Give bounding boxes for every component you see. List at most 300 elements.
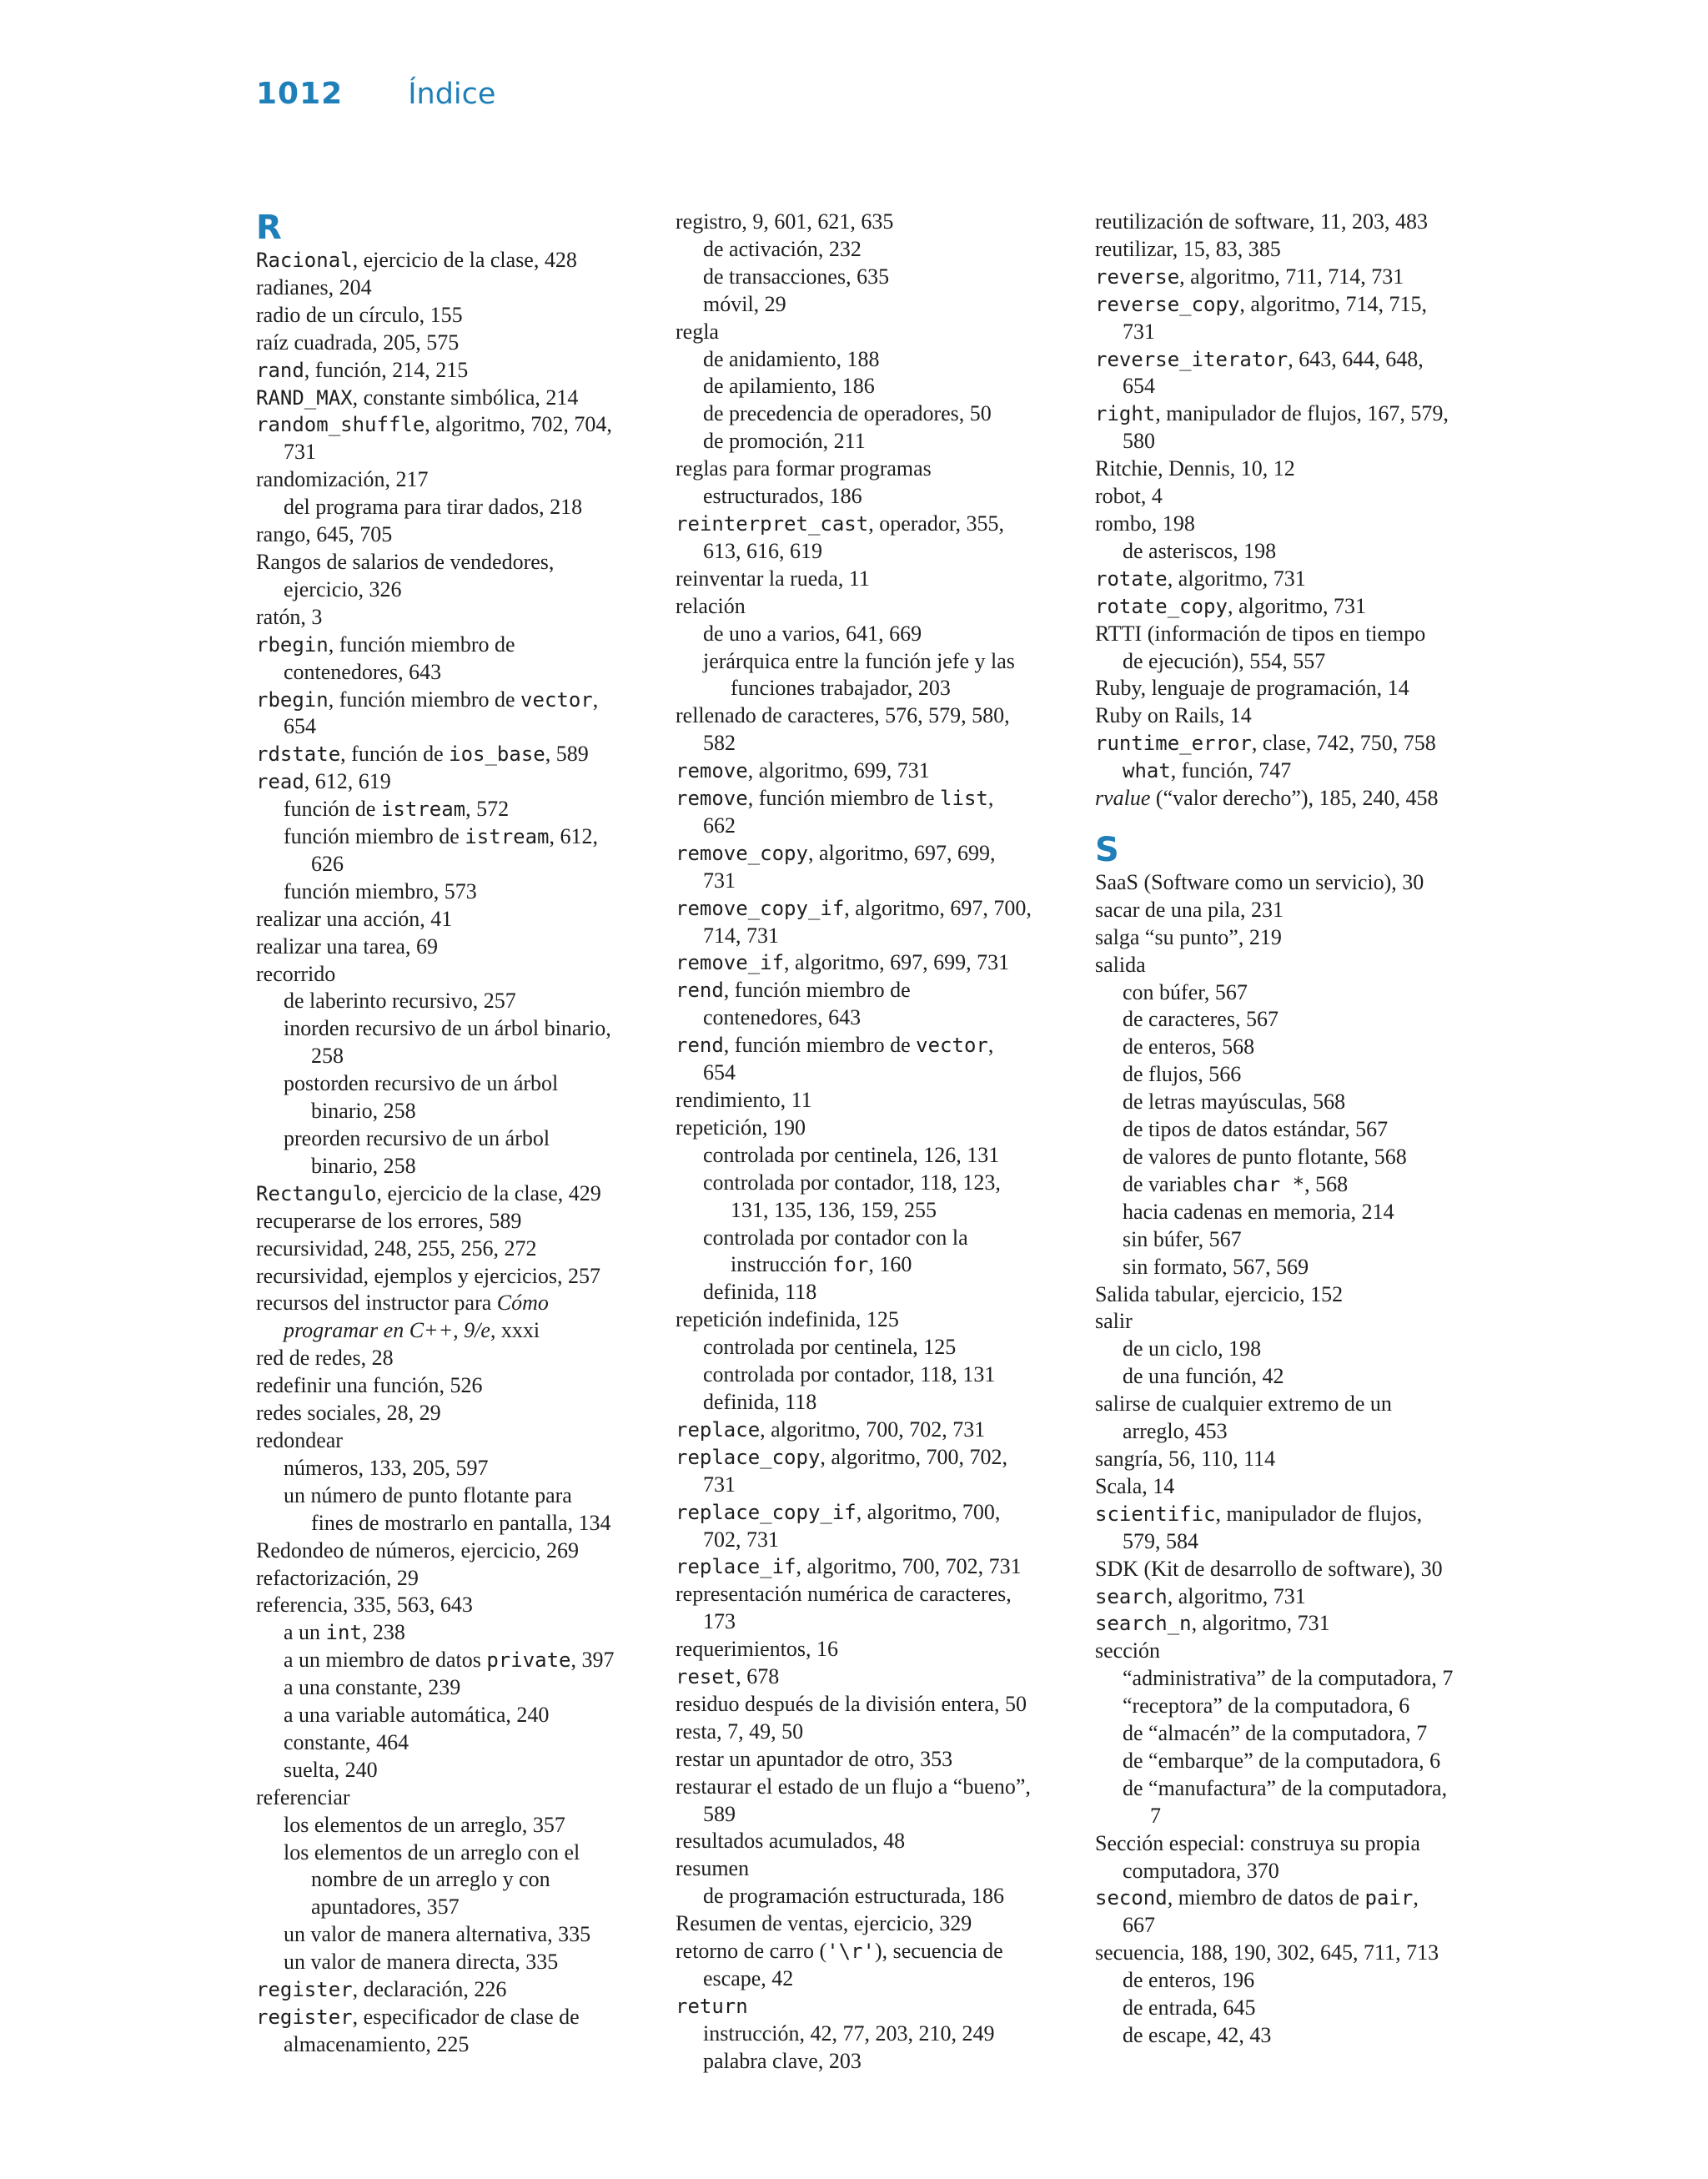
entry-text: de activación, 232 <box>703 236 862 261</box>
entry-text: , 678 <box>736 1664 780 1689</box>
index-entry <box>1095 1940 1504 1967</box>
index-subentry <box>676 291 1084 319</box>
code-term: list <box>940 787 988 811</box>
index-subentry <box>676 1472 1084 1499</box>
entry-text: recursividad, ejemplos y ejercicios, 257 <box>256 1263 600 1288</box>
index-subentry <box>1095 1775 1504 1803</box>
code-term: rotate_copy <box>1095 594 1228 618</box>
entry-text: 731 <box>703 1472 736 1497</box>
index-entry <box>676 1910 1084 1938</box>
entry-text: (“valor derecho”), 185, 240, 458 <box>1150 786 1439 811</box>
index-subentry <box>256 1647 665 1674</box>
entry-text: Salida tabular, ejercicio, 152 <box>1095 1281 1344 1306</box>
index-subentry <box>676 1170 1084 1197</box>
entry-text: , función miembro de <box>723 978 911 1003</box>
entry-text: redes sociales, 28, 29 <box>256 1401 441 1426</box>
index-subentry <box>1095 1967 1504 1995</box>
entry-text: recuperarse de los errores, 589 <box>256 1208 522 1233</box>
index-subentry <box>1095 1995 1504 2022</box>
entry-text: 654 <box>1123 374 1155 399</box>
page-number: 1012 <box>256 77 344 111</box>
entry-text: , operador, 355, <box>868 511 1005 536</box>
index-entry <box>676 1746 1084 1774</box>
index-entry <box>676 1417 1084 1444</box>
code-term: reverse_copy <box>1095 292 1240 316</box>
index-entry <box>1095 593 1504 621</box>
index-subentry <box>1095 319 1504 346</box>
entry-text: , especificador de clase de <box>352 2005 580 2029</box>
entry-text: almacenamiento, 225 <box>284 2031 470 2056</box>
entry-text: suelta, 240 <box>284 1757 378 1782</box>
entry-text: controlada por contador con la <box>703 1225 968 1250</box>
entry-text: de programación estructurada, 186 <box>703 1884 1004 1909</box>
entry-text: apuntadores, 357 <box>311 1895 460 1920</box>
entry-text: de “almacén” de la computadora, 7 <box>1123 1721 1428 1746</box>
index-entry <box>1095 730 1504 757</box>
entry-text: de variables <box>1123 1171 1233 1196</box>
entry-text: , 238 <box>361 1620 405 1645</box>
index-subentry <box>676 1801 1084 1829</box>
index-subentry <box>1095 648 1504 676</box>
entry-text: de valores de punto flotante, 568 <box>1123 1145 1407 1169</box>
code-term: replace_if <box>676 1555 796 1579</box>
entry-text: 654 <box>703 1060 736 1085</box>
index-subentry <box>1095 1034 1504 1061</box>
entry-text: , 589 <box>545 742 589 767</box>
code-term: remove <box>676 787 748 811</box>
index-subentry <box>256 1894 665 1921</box>
entry-text: RTTI (información de tipos en tiempo <box>1095 621 1426 646</box>
entry-text: 626 <box>311 851 344 876</box>
entry-text: constante, 464 <box>284 1729 409 1754</box>
index-entry <box>676 895 1084 923</box>
code-term: runtime_error <box>1095 732 1252 756</box>
index-subentry <box>256 1482 665 1510</box>
entry-text: secuencia, 188, 190, 302, 645, 711, 713 <box>1095 1940 1439 1965</box>
entry-text: recorrido <box>256 961 336 986</box>
code-term: remove_copy <box>676 841 808 865</box>
entry-text: 580 <box>1123 429 1155 454</box>
index-subentry <box>256 851 665 878</box>
index-entry <box>256 961 665 989</box>
entry-text: , declaración, 226 <box>352 1977 507 2002</box>
entry-text: , algoritmo, 731 <box>1167 1583 1306 1608</box>
index-entry <box>1095 1638 1504 1665</box>
entry-text: Resumen de ventas, ejercicio, 329 <box>676 1911 972 1936</box>
index-entry <box>256 274 665 302</box>
index-subentry <box>1095 1858 1504 1885</box>
code-term: search_n <box>1095 1612 1192 1636</box>
index-entry <box>676 1115 1084 1142</box>
entry-text: contenedores, 643 <box>284 659 442 684</box>
index-entry <box>256 1537 665 1565</box>
index-entry <box>676 1691 1084 1719</box>
entry-text: , <box>987 786 994 811</box>
index-entry <box>676 840 1084 868</box>
index-subentry <box>676 483 1084 511</box>
index-entry <box>1095 346 1504 374</box>
index-entry <box>676 1087 1084 1115</box>
entry-text: “administrativa” de la computadora, 7 <box>1123 1666 1454 1691</box>
index-subentry <box>676 264 1084 291</box>
index-entry <box>1095 1308 1504 1336</box>
entry-text: fines de mostrarlo en pantalla, 134 <box>311 1510 611 1535</box>
index-entry <box>256 768 665 796</box>
code-term: rand <box>256 358 304 382</box>
index-entry <box>676 319 1084 346</box>
entry-text: de un ciclo, 198 <box>1123 1336 1262 1361</box>
entry-text: del programa para tirar dados, 218 <box>284 495 583 520</box>
entry-text: 173 <box>703 1609 736 1634</box>
index-entry <box>1095 702 1504 730</box>
entry-text: , algoritmo, 700, 702, 731 <box>796 1554 1022 1579</box>
index-subentry <box>676 400 1084 428</box>
entry-text: raíz cuadrada, 205, 575 <box>256 330 460 355</box>
code-term: int <box>325 1621 362 1645</box>
code-term: '\r' <box>826 1940 875 1964</box>
index-subentry <box>1095 757 1504 785</box>
code-term: ios_base <box>449 742 545 767</box>
entry-text: randomización, 217 <box>256 467 429 492</box>
code-term: replace_copy_if <box>676 1500 857 1524</box>
entry-text: , función miembro de <box>328 687 521 712</box>
page-header <box>256 77 495 123</box>
entry-text: radianes, 204 <box>256 274 372 299</box>
entry-text: reglas para formar programas <box>676 456 932 481</box>
index-entry <box>256 933 665 961</box>
code-term: rotate <box>1095 566 1168 591</box>
entry-text: , función miembro de <box>328 632 515 657</box>
entry-text: , función miembro de <box>747 786 941 811</box>
index-subentry <box>1095 1748 1504 1775</box>
index-entry <box>1095 400 1504 428</box>
entry-text: reutilizar, 15, 83, 385 <box>1095 236 1281 261</box>
entry-text: sin búfer, 567 <box>1123 1226 1242 1251</box>
entry-text: de “manufactura” de la computadora, <box>1123 1775 1448 1800</box>
entry-text: programar en C++, 9/e, <box>284 1318 496 1343</box>
entry-text: , 612, 619 <box>304 769 391 794</box>
entry-text: de ejecución), 554, 557 <box>1123 648 1326 673</box>
index-entry <box>676 977 1084 1004</box>
code-term: register <box>256 1978 353 2002</box>
code-term: rend <box>676 979 724 1003</box>
entry-text: nombre de un arreglo y con <box>311 1867 550 1892</box>
entry-text: repetición indefinida, 125 <box>676 1307 899 1332</box>
entry-text: ratón, 3 <box>256 604 323 629</box>
entry-text: a un miembro de datos <box>284 1648 487 1673</box>
index-subentry <box>256 823 665 851</box>
entry-text: 731 <box>1123 319 1155 344</box>
entry-text: un número de punto flotante para <box>284 1482 572 1507</box>
entry-text: 613, 616, 619 <box>703 538 822 563</box>
index-entry <box>1095 455 1504 483</box>
entry-text: contenedores, 643 <box>703 1005 862 1030</box>
index-subentry <box>1095 538 1504 566</box>
entry-text: instrucción <box>731 1252 833 1277</box>
index-subentry <box>676 1225 1084 1252</box>
code-term: reinterpret_cast <box>676 511 869 536</box>
index-subentry <box>676 1361 1084 1389</box>
entry-text: radio de un círculo, 155 <box>256 302 463 327</box>
index-subentry <box>256 439 665 466</box>
code-term: scientific <box>1095 1502 1216 1526</box>
entry-text: rendimiento, 11 <box>676 1088 812 1112</box>
entry-text: inorden recursivo de un árbol binario, <box>284 1016 611 1041</box>
entry-text: 7 <box>1150 1803 1161 1828</box>
index-entry <box>676 702 1084 730</box>
code-term: replace_copy <box>676 1445 821 1469</box>
index-subentry <box>1095 1226 1504 1254</box>
entry-text: restaurar el estado de un flujo a “bueno”, <box>676 1774 1031 1799</box>
index-entry <box>1095 1473 1504 1501</box>
entry-text: 702, 731 <box>703 1527 779 1552</box>
code-term: reverse <box>1095 264 1180 289</box>
index-subentry <box>676 868 1084 895</box>
entry-text: 662 <box>703 813 736 838</box>
index-entry <box>1095 621 1504 648</box>
index-entry <box>676 1306 1084 1334</box>
index-subentry <box>256 1153 665 1180</box>
entry-text: de promoción, 211 <box>703 429 866 454</box>
index-entry <box>256 330 665 357</box>
entry-text: , ejercicio de la clase, 429 <box>376 1180 601 1205</box>
index-entry <box>676 1553 1084 1581</box>
entry-text: representación numérica de caracteres, <box>676 1582 1012 1607</box>
entry-text: computadora, 370 <box>1123 1858 1279 1883</box>
entry-text: controlada por centinela, 125 <box>703 1335 957 1360</box>
entry-text: binario, 258 <box>311 1153 416 1178</box>
code-term: remove_copy_if <box>676 896 845 920</box>
page-title: Índice <box>408 78 496 111</box>
index-entry <box>256 906 665 933</box>
entry-text: relación <box>676 593 746 618</box>
entry-text: 714, 731 <box>703 923 779 948</box>
code-term: vector <box>520 687 593 712</box>
index-subentry <box>256 494 665 521</box>
index-subentry <box>256 1949 665 1976</box>
entry-text: , algoritmo, 697, 699, 731 <box>784 950 1010 975</box>
index-entry <box>676 1828 1084 1855</box>
entry-text: “receptora” de la computadora, 6 <box>1123 1693 1410 1719</box>
entry-text: red de redes, 28 <box>256 1346 394 1371</box>
index-subentry <box>1095 1720 1504 1748</box>
index-subentry <box>676 538 1084 566</box>
entry-text: postorden recursivo de un árbol <box>284 1071 559 1096</box>
entry-text: Scala, 14 <box>1095 1473 1175 1498</box>
entry-text: , algoritmo, 700, 702, 731 <box>760 1417 986 1442</box>
index-subentry <box>676 1883 1084 1910</box>
index-subentry <box>256 796 665 823</box>
entry-text: 131, 135, 136, 159, 255 <box>731 1197 937 1222</box>
index-subentry <box>1095 1199 1504 1226</box>
entry-text: un valor de manera alternativa, 335 <box>284 1922 591 1947</box>
index-subentry <box>256 1729 665 1757</box>
code-term: for <box>832 1253 869 1277</box>
entry-text: hacia cadenas en memoria, 214 <box>1123 1199 1394 1224</box>
index-subentry <box>676 1389 1084 1417</box>
entry-text: , clase, 742, 750, 758 <box>1251 731 1436 756</box>
entry-text: SaaS (Software como un servicio), 30 <box>1095 869 1424 894</box>
index-subentry <box>1095 1912 1504 1940</box>
entry-text: de caracteres, 567 <box>1123 1007 1278 1032</box>
index-subentry <box>676 1527 1084 1554</box>
index-entry <box>1095 1501 1504 1528</box>
index-entry <box>256 632 665 659</box>
code-term: pair <box>1364 1886 1414 1910</box>
index-subentry <box>1095 1336 1504 1363</box>
entry-text: , algoritmo, 731 <box>1167 566 1306 591</box>
entry-text: redondear <box>256 1427 343 1452</box>
index-subentry <box>256 713 665 741</box>
index-entry <box>256 1290 665 1317</box>
entry-text: de letras mayúsculas, 568 <box>1123 1090 1346 1115</box>
entry-text: repetición, 190 <box>676 1115 806 1140</box>
entry-text: referenciar <box>256 1784 350 1809</box>
index-entry <box>676 1444 1084 1472</box>
entry-text: funciones trabajador, 203 <box>731 676 951 701</box>
entry-text: 731 <box>284 440 316 465</box>
entry-text: Ruby on Rails, 14 <box>1095 703 1252 728</box>
index-entry <box>676 949 1084 977</box>
entry-text: rombo, 198 <box>1095 511 1195 536</box>
entry-text: a una constante, 239 <box>284 1675 461 1700</box>
index-column-1 <box>256 209 665 2059</box>
entry-text: definida, 118 <box>703 1389 817 1414</box>
index-subentry <box>256 1098 665 1125</box>
index-subentry <box>256 1839 665 1867</box>
index-entry <box>1095 236 1504 264</box>
entry-text: sacar de una pila, 231 <box>1095 897 1284 922</box>
code-term: right <box>1095 402 1156 426</box>
entry-text: 258 <box>311 1044 344 1069</box>
index-subentry <box>676 923 1084 950</box>
index-entry <box>676 1719 1084 1746</box>
entry-text: estructurados, 186 <box>703 484 862 509</box>
index-subentry <box>256 2031 665 2059</box>
entry-text: robot, 4 <box>1095 484 1163 509</box>
index-entry <box>1095 291 1504 319</box>
index-subentry <box>676 428 1084 455</box>
index-subentry <box>676 373 1084 400</box>
index-subentry <box>256 1317 665 1345</box>
index-entry <box>1095 264 1504 291</box>
entry-text: Ritchie, Dennis, 10, 12 <box>1095 456 1295 481</box>
index-subentry <box>676 2020 1084 2048</box>
entry-text: , 612, <box>549 824 598 849</box>
index-subentry <box>1095 1254 1504 1281</box>
entry-text: móvil, 29 <box>703 291 786 316</box>
entry-text: de uno a varios, 641, 669 <box>703 621 922 646</box>
entry-text: , función miembro de <box>723 1033 917 1058</box>
entry-text: Ruby, lenguaje de programación, 14 <box>1095 676 1409 701</box>
entry-text: resumen <box>676 1856 750 1881</box>
entry-text: de enteros, 568 <box>1123 1034 1255 1059</box>
entry-text: sección <box>1095 1638 1160 1663</box>
index-entry <box>676 1938 1084 1965</box>
index-subentry <box>676 1608 1084 1636</box>
entry-text: resta, 7, 49, 50 <box>676 1719 804 1744</box>
index-subentry <box>676 1334 1084 1361</box>
entry-text: salida <box>1095 952 1146 977</box>
index-subentry <box>676 1142 1084 1170</box>
index-subentry <box>256 1015 665 1043</box>
index-subentry <box>1095 1061 1504 1089</box>
index-entry <box>1095 209 1504 236</box>
entry-text: binario, 258 <box>311 1099 416 1124</box>
index-entry <box>1095 897 1504 924</box>
entry-text: con búfer, 567 <box>1123 979 1248 1004</box>
entry-text: los elementos de un arreglo, 357 <box>284 1812 565 1837</box>
index-subentry <box>1095 1528 1504 1556</box>
code-term: Rectangulo <box>256 1181 377 1205</box>
index-subentry <box>256 1619 665 1647</box>
index-subentry <box>256 1070 665 1098</box>
index-subentry <box>1095 1665 1504 1693</box>
index-subentry <box>676 1279 1084 1306</box>
index-entry <box>1095 1830 1504 1858</box>
index-subentry <box>676 2048 1084 2076</box>
entry-text: controlada por contador, 118, 123, <box>703 1170 1001 1195</box>
entry-text: de transacciones, 635 <box>703 264 890 289</box>
code-term: read <box>256 770 304 794</box>
index-subentry <box>676 1197 1084 1225</box>
index-entry <box>676 209 1084 236</box>
entry-text: , <box>987 1033 994 1058</box>
index-subentry <box>676 1965 1084 1993</box>
entry-text: , algoritmo, 700, <box>856 1499 1001 1524</box>
index-entry <box>1095 924 1504 952</box>
index-subentry <box>676 1004 1084 1032</box>
entry-text: reutilización de software, 11, 203, 483 <box>1095 209 1429 234</box>
index-entry <box>1095 511 1504 538</box>
entry-text: controlada por contador, 118, 131 <box>703 1362 996 1387</box>
index-subentry <box>256 1866 665 1894</box>
code-term: remove_if <box>676 951 785 975</box>
code-term: rdstate <box>256 742 341 767</box>
entry-text: Sección especial: construya su propia <box>1095 1830 1420 1855</box>
index-entry <box>676 566 1084 593</box>
entry-text: Cómo <box>496 1291 549 1316</box>
section-letter: R <box>256 209 282 247</box>
entry-text: 731 <box>703 868 736 893</box>
entry-text: requerimientos, 16 <box>676 1637 838 1662</box>
entry-text: de “embarque” de la computadora, 6 <box>1123 1748 1441 1773</box>
entry-text: , algoritmo, 711, 714, 731 <box>1179 264 1404 289</box>
entry-text: , algoritmo, 697, 699, <box>807 840 996 865</box>
code-term: vector <box>916 1034 988 1058</box>
entry-text: , algoritmo, 699, 731 <box>747 758 930 783</box>
code-term: istream <box>380 798 466 822</box>
index-subentry <box>256 1674 665 1702</box>
entry-text: , función, 214, 215 <box>304 357 469 382</box>
index-entry <box>256 687 665 714</box>
index-subentry <box>256 1812 665 1839</box>
index-subentry <box>676 1059 1084 1087</box>
entry-text: jerárquica entre la función jefe y las <box>703 648 1015 673</box>
index-entry <box>1095 675 1504 702</box>
index-entry <box>256 521 665 549</box>
entry-text: 654 <box>284 714 316 739</box>
entry-text: salir <box>1095 1309 1133 1334</box>
entry-text: recursividad, 248, 255, 256, 272 <box>256 1235 537 1261</box>
entry-text: salirse de cualquier extremo de un <box>1095 1391 1392 1417</box>
index-entry <box>256 741 665 768</box>
index-entry <box>256 466 665 494</box>
entry-text: de tipos de datos estándar, 567 <box>1123 1117 1389 1142</box>
entry-text: , algoritmo, 697, 700, <box>844 895 1032 920</box>
index-subentry <box>1095 1089 1504 1116</box>
entry-text: 589 <box>703 1801 736 1826</box>
